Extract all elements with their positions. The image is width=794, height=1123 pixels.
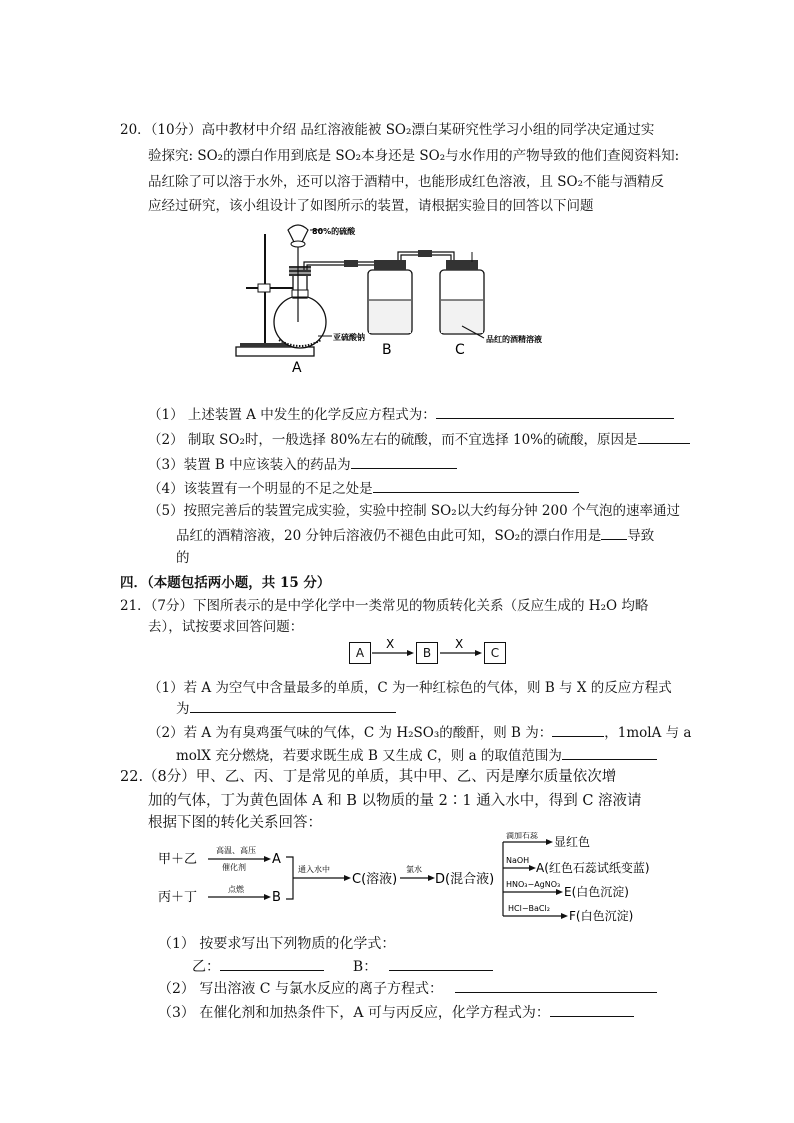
cond-1-bottom: 催化剂	[222, 863, 246, 872]
branch-3-result: E(白色沉淀)	[564, 885, 629, 899]
round-flask	[274, 296, 326, 348]
q22-sub-1-answers: 乙： B：	[192, 956, 493, 977]
answer-blank[interactable]	[436, 404, 674, 419]
answer-blank[interactable]	[550, 1002, 634, 1017]
box-a: A	[349, 642, 371, 664]
arrow-label-x2: X	[455, 637, 464, 651]
q20-line-1: 20．（10分）高中教材中介绍 品红溶液能被 SO₂漂白某研究性学习小组的同学决定通过实	[120, 122, 655, 138]
q21-sub-1b: 为	[176, 698, 396, 719]
reactant-1: 甲＋乙	[158, 852, 198, 867]
label-solution: 品红的酒精溶液	[486, 335, 542, 344]
branch-1-cond: 滴加石蕊	[506, 832, 538, 840]
answer-blank[interactable]	[373, 478, 579, 493]
q22-line-2: 加的气体，丁为黄色固体 A 和 B 以物质的量 2∶1 通入水中，得到 C 溶液请	[148, 793, 642, 809]
answer-blank[interactable]	[455, 978, 657, 993]
section-heading: 四．（本题包括两小题，共 15 分）	[120, 575, 331, 591]
box-b: B	[416, 642, 438, 664]
q22-line-3: 根据下图的转化关系回答：	[148, 815, 322, 831]
answer-blank[interactable]	[601, 525, 627, 540]
label-a: A	[292, 360, 302, 376]
branch-4-cond: HCl−BaCl₂	[508, 904, 550, 913]
q20-line-2: 验探究: SO₂的漂白作用到底是 SO₂本身还是 SO₂与水作用的产物导致的他们查阅资料知:	[148, 148, 680, 164]
q22-line-1: 22.（8分）甲、乙、丙、丁是常见的单质，其中甲、乙、丙是摩尔质量依次增	[120, 769, 617, 785]
apparatus-diagram	[232, 222, 572, 382]
q22-sub-1: （1） 按要求写出下列物质的化学式：	[158, 936, 396, 952]
product-b: B	[272, 890, 281, 905]
answer-blank[interactable]	[562, 745, 657, 760]
q20-sub-5b: 品红的酒精溶液，20 分钟后溶液仍不褪色由此可知，SO₂的漂白作用是 导致	[176, 525, 654, 546]
branch-2-result: A(红色石蕊试纸变蓝)	[536, 861, 650, 875]
label-salt: 亚硫酸钠	[333, 333, 365, 342]
q22-sub-2: （2） 写出溶液 C 与氯水反应的离子方程式：	[158, 978, 657, 999]
q21-sub-2a: （2）若 A 为有臭鸡蛋气味的气体，C 为 H₂SO₃的酸酐，则 B 为： ，1molA 与 a	[148, 722, 691, 743]
label-acid: 80%的硫酸	[312, 227, 356, 236]
q20-sub-1: （1） 上述装置 A 中发生的化学反应方程式为：	[148, 404, 674, 425]
arrow-label-x1: X	[386, 637, 395, 651]
q21-sub-1a: （1）若 A 为空气中含量最多的单质，C 为一种红棕色的气体，则 B 与 X 的反应方程式	[148, 680, 672, 696]
q21-sub-2b: molX 充分燃烧，若要求既生成 B 又生成 C，则 a 的取值范围为	[176, 745, 657, 766]
branch-4-result: F(白色沉淀)	[569, 909, 634, 923]
branch-3-cond: HNO₃−AgNO₃	[506, 880, 561, 889]
box-c: C	[484, 642, 506, 664]
cond-chlorine: 氯水	[406, 865, 422, 874]
cond-2: 点燃	[228, 885, 244, 894]
cond-water: 通入水中	[298, 865, 330, 874]
cond-1-top: 高温、高压	[216, 846, 256, 855]
node-c: C(溶液)	[352, 872, 398, 887]
answer-blank[interactable]	[220, 956, 324, 971]
reactant-2: 丙＋丁	[158, 890, 198, 905]
label-c: C	[455, 342, 465, 358]
node-d: D(混合液)	[435, 872, 495, 887]
answer-blank[interactable]	[389, 956, 493, 971]
label-b: B	[382, 342, 392, 358]
q21-line-1: 21．（7分）下图所表示的是中学化学中一类常见的物质转化关系（反应生成的 H₂O 均略	[120, 598, 649, 614]
answer-blank[interactable]	[351, 454, 457, 469]
answer-blank[interactable]	[638, 429, 690, 444]
branch-2-cond: NaOH	[506, 856, 530, 865]
q20-sub-4: （4）该装置有一个明显的不足之处是	[148, 478, 579, 499]
product-a: A	[272, 852, 281, 867]
q20-sub-3: （3）装置 B 中应该装入的药品为	[148, 454, 457, 475]
q20-line-3: 品红除了可以溶于水外，还可以溶于酒精中，也能形成红色溶液，且 SO₂不能与酒精反	[148, 174, 665, 190]
q22-sub-3: （3） 在催化剂和加热条件下，A 可与丙反应，化学方程式为：	[158, 1002, 634, 1023]
q21-line-2: 去），试按要求回答问题：	[148, 619, 304, 635]
arrows-abc	[372, 636, 484, 668]
conversion-diagram	[150, 832, 710, 932]
answer-blank[interactable]	[190, 698, 396, 713]
branch-1-result: 显红色	[554, 835, 591, 849]
q20-line-4: 应经过研究，该小组设计了如图所示的装置，请根据实验目的回答以下问题	[148, 198, 594, 214]
q20-sub-5a: （5）按照完善后的装置完成实验，实验中控制 SO₂以大约每分钟 200 个气泡的速率通过	[148, 503, 680, 519]
q20-sub-5d: 的	[176, 550, 190, 566]
answer-blank[interactable]	[552, 722, 604, 737]
q20-sub-2: （2） 制取 SO₂时，一般选择 80%左右的硫酸，而不宜选择 10%的硫酸，原因是	[148, 429, 690, 450]
